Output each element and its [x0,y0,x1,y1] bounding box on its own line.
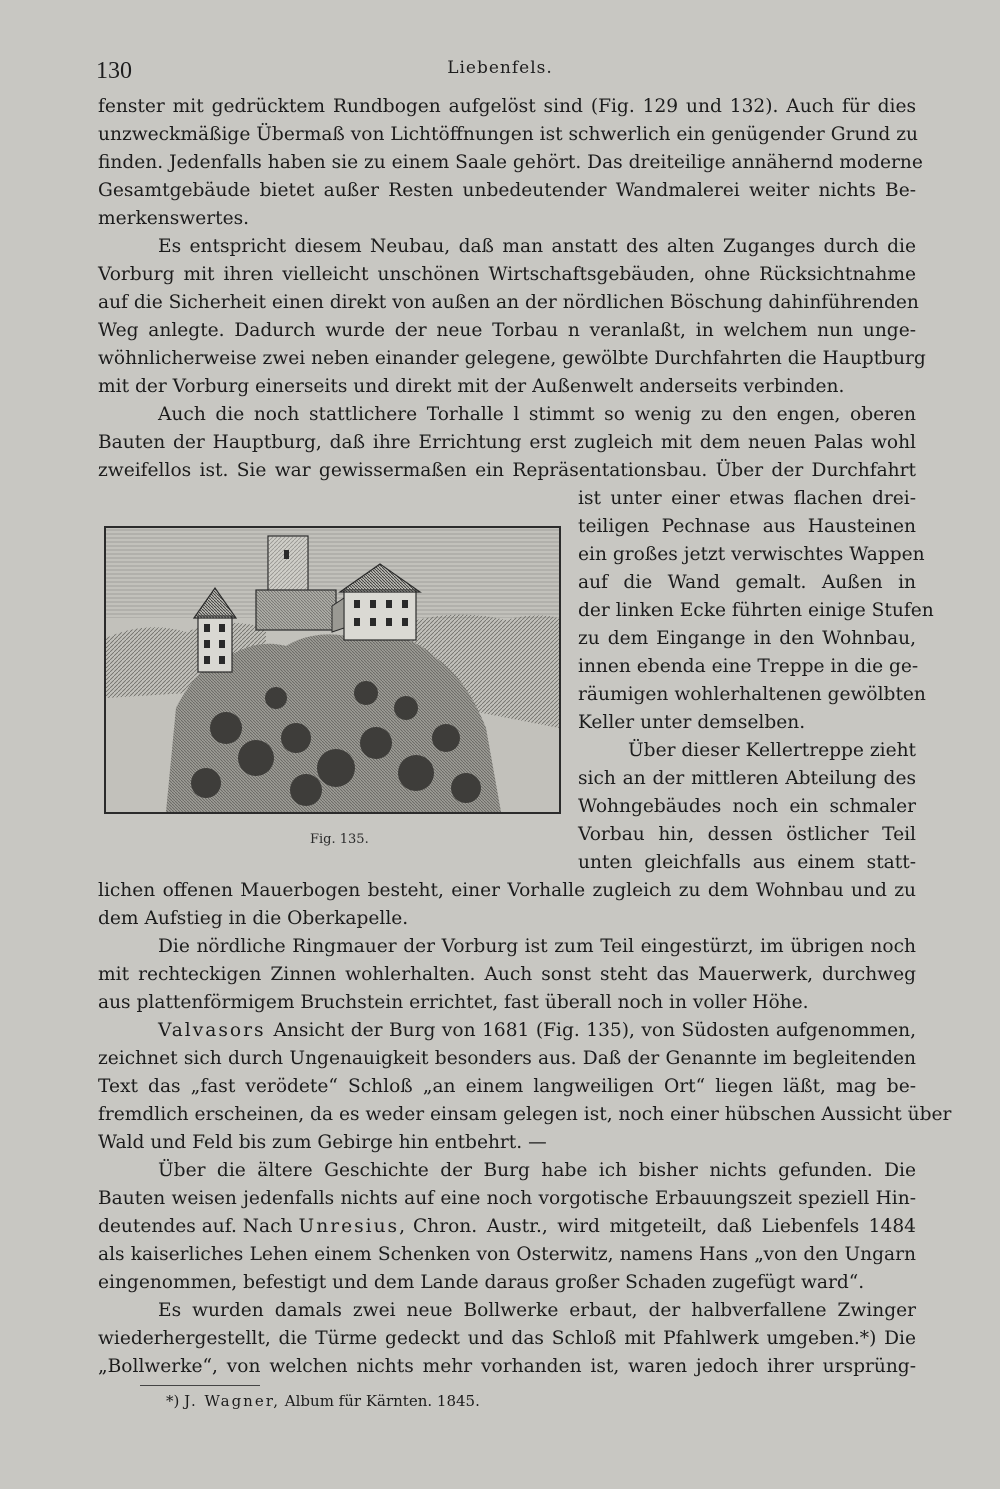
text-line: räumigen wohlerhaltenen gewölbten [578,684,926,705]
figure-caption: Fig. 135. [310,832,369,847]
text-line: finden. Jedenfalls haben sie zu einem Saale gehört. Das dreiteilige annähernd moderne [98,152,923,173]
text-line: Text das „fast verödete“ Schloß „an einem langweiligen Ort“ liegen läßt, mag be- [98,1076,916,1097]
text-line: auf die Sicherheit einen direkt von außen an der nördlichen Böschung dahinführenden [98,292,919,313]
text-line: als kaiserliches Lehen einem Schenken von Osterwitz, namens Hans „von den Ungarn [98,1244,916,1265]
text-line: Wald und Feld bis zum Gebirge hin entbehrt. — [98,1132,547,1153]
text-line: fenster mit gedrücktem Rundbogen aufgelöst sind (Fig. 129 und 132). Auch für dies [98,96,916,117]
text-line: eingenommen, befestigt und dem Lande daraus großer Schaden zugefügt ward“. [98,1272,865,1293]
text-line: Über dieser Kellertreppe zieht [628,740,917,761]
text-line: Vorburg mit ihren vielleicht unschönen Wirtschaftsgebäuden, ohne Rücksichtnahme [98,264,916,285]
text-line: Vorbau hin, dessen östlicher Teil [578,824,916,845]
text-line: wöhnlicherweise zwei neben einander gelegene, gewölbte Durchfahrten die Hauptburg [98,348,926,369]
text-line: aus plattenförmigem Bruchstein errichtet, fast überall noch in voller Höhe. [98,992,809,1013]
text-line: Bauten der Hauptburg, daß ihre Errichtung erst zugleich mit dem neuen Palas wohl [98,432,916,453]
text-fragment: Chron. Austr., wird mitgeteilt, daß Liebenfels 1484 [413,1216,916,1237]
text-line [98,1218,916,1237]
text-line: fremdlich erscheinen, da es weder einsam gelegen ist, noch einer hübschen Aussicht über [98,1104,952,1125]
text-line: ein großes jetzt verwischtes Wappen [578,544,925,565]
castle-engraving-illustration [106,528,559,812]
running-title: Liebenfels. [447,58,553,78]
text-line: teiligen Pechnase aus Hausteinen [578,516,916,537]
text-line: zeichnet sich durch Ungenauigkeit besonders aus. Daß der Genannte im begleitenden [98,1048,916,1069]
text-line: Gesamtgebäude bietet außer Resten unbedeutender Wandmalerei weiter nichts Be- [98,180,916,201]
footnote-rule [140,1385,260,1386]
text-line: lichen offenen Mauerbogen besteht, einer Vorhalle zugleich zu dem Wohnbau und zu [98,880,916,901]
text-line: unten gleichfalls aus einem statt- [578,852,916,873]
text-line: Keller unter demselben. [578,712,806,733]
text-line: ist unter einer etwas flachen drei- [578,488,916,509]
text-line: sich an der mittleren Abteilung des [578,768,916,789]
text-line: Bauten weisen jedenfalls nichts auf eine noch vorgotische Erbauungszeit speziell Hin- [98,1188,916,1209]
author-name-valvasor: Valvasors [158,1020,266,1041]
footnote [166,1392,480,1410]
text-line: Es entspricht diesem Neubau, daß man anstatt des alten Zuganges durch die [158,236,916,257]
text-line: merkenswertes. [98,208,250,229]
text-fragment: Ansicht der Burg von 1681 (Fig. 135), von Südosten aufgenommen, [273,1020,916,1041]
castle-engraving-figure [104,526,561,814]
text-line: Weg anlegte. Dadurch wurde der neue Torbau n veranlaßt, in welchem nun unge- [98,320,916,341]
author-name-unresius: Unresius, [298,1216,408,1237]
text-line: unzweckmäßige Übermaß von Lichtöffnungen ist schwerlich ein genügender Grund zu [98,124,918,145]
text-line: zweifellos ist. Sie war gewissermaßen ein Repräsentationsbau. Über der Durchfahrt [98,460,916,481]
text-line: der linken Ecke führten einige Stufen [578,600,934,621]
text-line: innen ebenda eine Treppe in die ge- [578,656,919,677]
text-fragment: deutendes auf. Nach [98,1216,293,1237]
text-line: dem Aufstieg in die Oberkapelle. [98,908,409,929]
text-line: Über die ältere Geschichte der Burg habe ich bisher nichts gefunden. Die [158,1160,916,1181]
text-line: auf die Wand gemalt. Außen in [578,572,916,593]
footnote-title: Album für Kärnten. 1845. [284,1392,480,1410]
text-line: Die nördliche Ringmauer der Vorburg ist zum Teil eingestürzt, im übrigen noch [158,936,916,957]
text-line: zu dem Eingange in den Wohnbau, [578,628,916,649]
footnote-marker: *) [166,1392,180,1410]
text-line: mit der Vorburg einerseits und direkt mit der Außenwelt anderseits verbinden. [98,376,845,397]
text-line: wiederhergestellt, die Türme gedeckt und das Schloß mit Pfahlwerk umgeben.*) Die [98,1328,916,1349]
footnote-author: J. Wagner, [184,1392,281,1410]
text-line: „Bollwerke“, von welchen nichts mehr vorhanden ist, waren jedoch ihrer ursprüng- [98,1356,916,1377]
text-line: Es wurden damals zwei neue Bollwerke erbaut, der halbverfallene Zwinger [158,1300,916,1321]
text-line: Auch die noch stattlichere Torhalle l stimmt so wenig zu den engen, oberen [158,404,916,425]
text-line [158,1022,916,1041]
text-line: Wohngebäudes noch ein schmaler [578,796,916,817]
text-line: mit rechteckigen Zinnen wohlerhalten. Auch sonst steht das Mauerwerk, durchweg [98,964,916,985]
page-number: 130 [96,58,132,84]
